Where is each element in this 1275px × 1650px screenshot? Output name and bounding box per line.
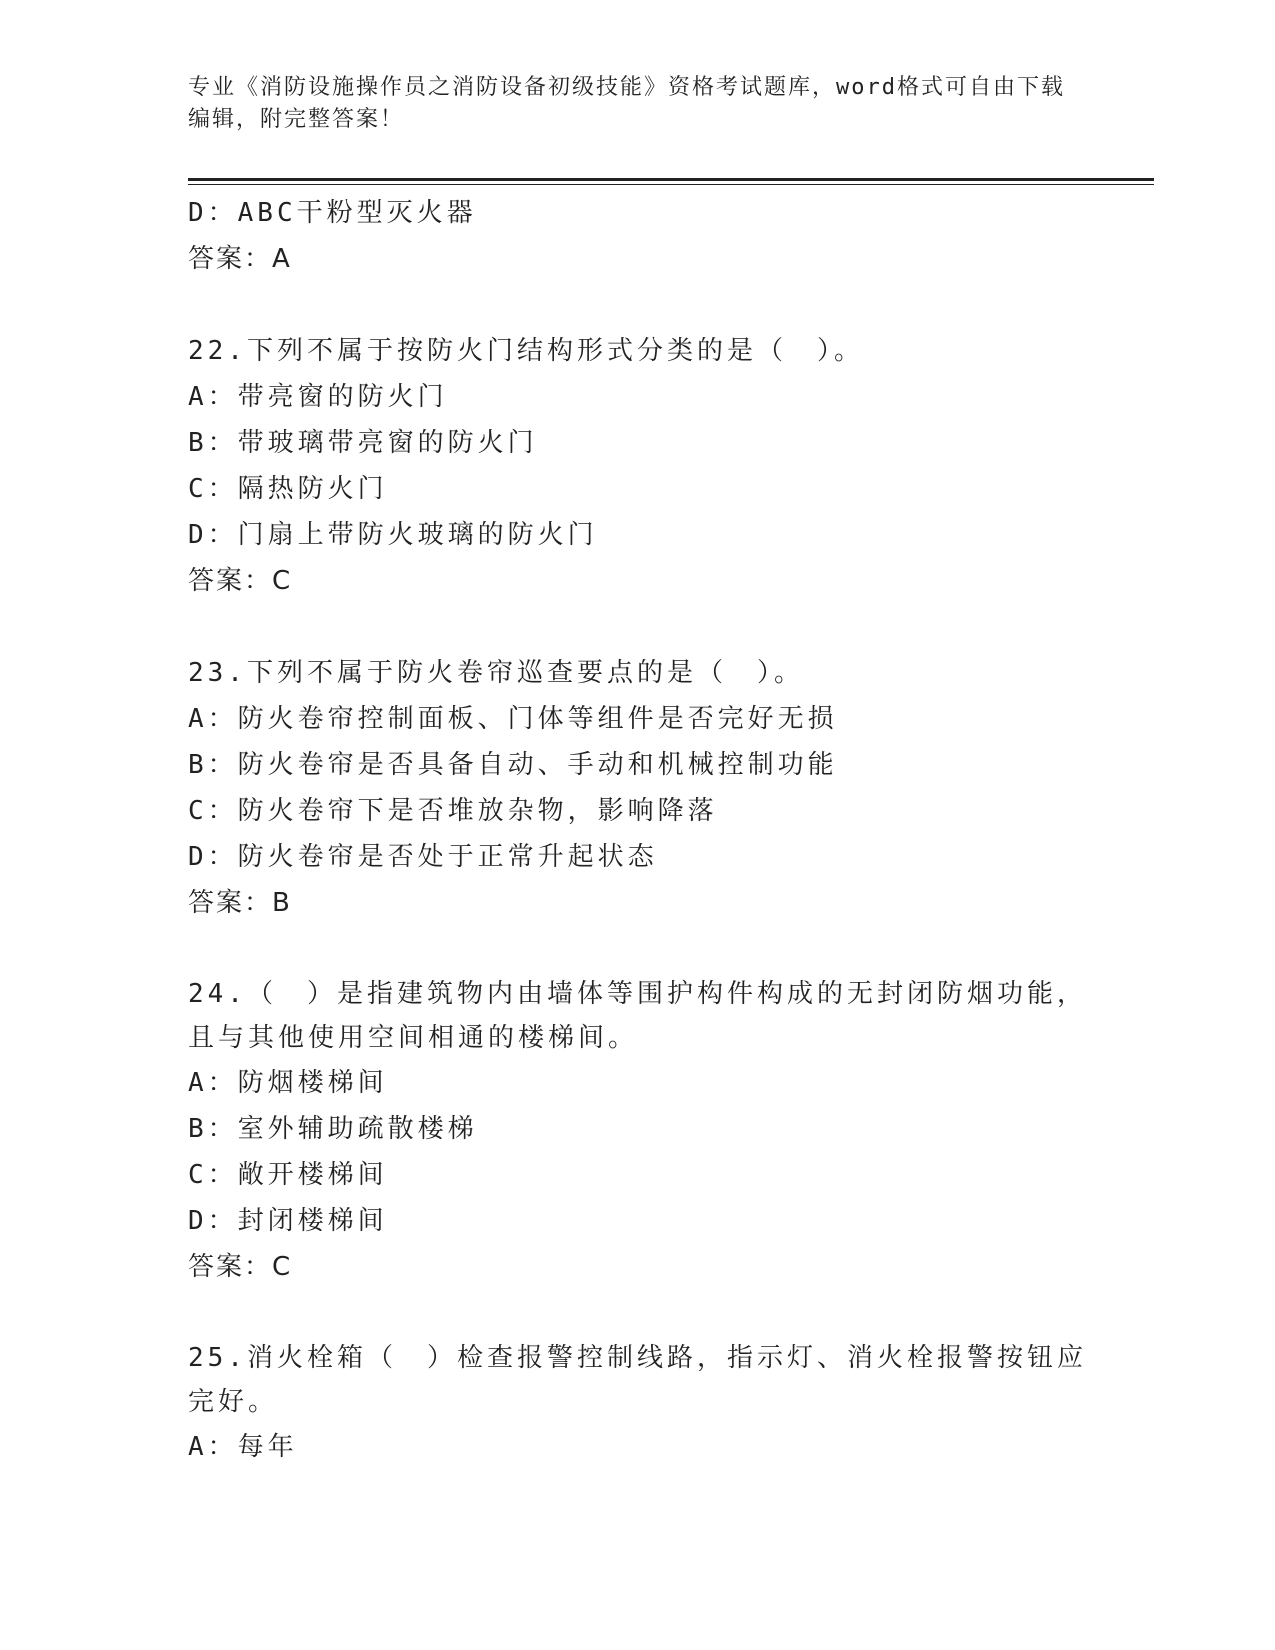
answer: 答案：C [188, 566, 293, 596]
option-a: A：每年 [188, 1432, 298, 1462]
question-stem: 22.下列不属于按防火门结构形式分类的是（ ）。 [188, 336, 864, 366]
question-content [188, 190, 1088, 1470]
question-24 [188, 972, 1088, 1290]
option-c: C：防火卷帘下是否堆放杂物，影响降落 [188, 796, 718, 826]
document-header: 专业《消防设施操作员之消防设备初级技能》资格考试题库，word格式可自由下载编辑，附完整答案！ [188, 75, 1065, 132]
option-a: A：防烟楼梯间 [188, 1068, 388, 1098]
answer: 答案：B [188, 888, 292, 918]
option-a: A：带亮窗的防火门 [188, 382, 448, 412]
answer: 答案：A [188, 244, 292, 274]
option-c: C：隔热防火门 [188, 474, 388, 504]
option-d: D：封闭楼梯间 [188, 1206, 388, 1236]
option-d: D：ABC干粉型灭火器 [188, 198, 477, 228]
option-a: A：防火卷帘控制面板、门体等组件是否完好无损 [188, 704, 838, 734]
option-b: B：防火卷帘是否具备自动、手动和机械控制功能 [188, 750, 838, 780]
question-23 [188, 650, 1088, 926]
question-stem: 23.下列不属于防火卷帘巡查要点的是（ ）。 [188, 658, 804, 688]
option-d: D：防火卷帘是否处于正常升起状态 [188, 842, 658, 872]
question-22 [188, 328, 1088, 604]
question-25 [188, 1336, 1088, 1470]
spacer [188, 926, 1088, 972]
spacer [188, 604, 1088, 650]
option-d: D：门扇上带防火玻璃的防火门 [188, 520, 598, 550]
header-rule-thick [188, 178, 1154, 181]
header-rule-thin [188, 184, 1154, 185]
spacer [188, 282, 1088, 328]
question-stem: 25.消火栓箱（ ）检查报警控制线路，指示灯、消火栓报警按钮应完好。 [188, 1343, 1087, 1417]
spacer [188, 1290, 1088, 1336]
option-b: B：带玻璃带亮窗的防火门 [188, 428, 538, 458]
option-b: B：室外辅助疏散楼梯 [188, 1114, 478, 1144]
answer: 答案：C [188, 1252, 293, 1282]
option-c: C：敞开楼梯间 [188, 1160, 388, 1190]
question-stem: 24.（ ）是指建筑物内由墙体等围护构件构成的无封闭防烟功能，且与其他使用空间相通的楼梯间。 [188, 979, 1087, 1053]
